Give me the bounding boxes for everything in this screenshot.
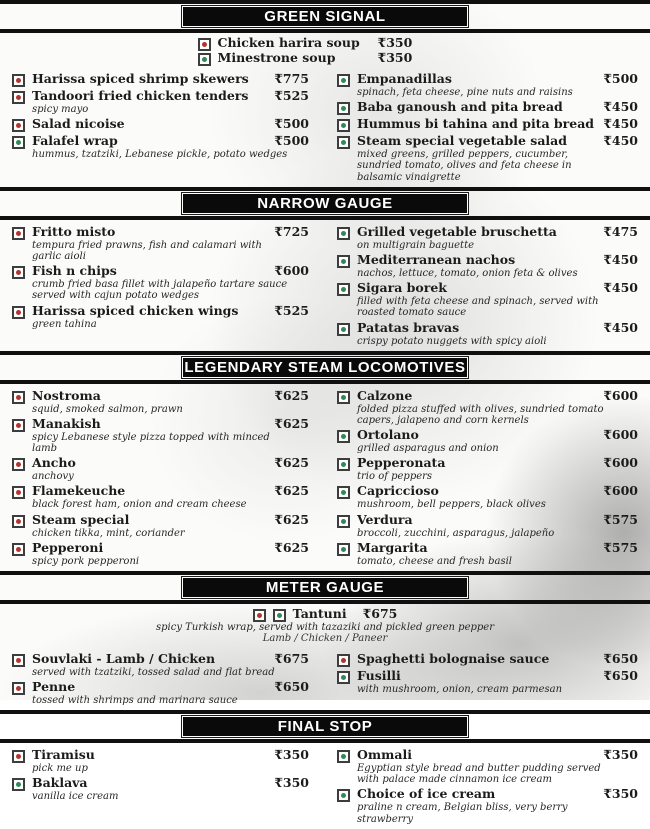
menu-item-row [337, 652, 638, 667]
menu-item-row [337, 484, 638, 499]
item-price: ₹600 [603, 427, 638, 443]
menu-item-row [337, 541, 638, 556]
menu-item-row [337, 669, 638, 684]
item-name: Spaghetti bolognaise sauce [357, 650, 550, 666]
item-name: Chicken harira soup [217, 35, 360, 50]
item-description: crispy potato nuggets with spicy aioli [357, 335, 547, 347]
menu-item-row [198, 36, 453, 51]
item-description: grilled asparagus and onion [357, 443, 499, 455]
menu-item [337, 117, 638, 132]
item-name: Souvlaki - Lamb / Chicken [32, 650, 216, 666]
item-description: spicy pork pepperoni [32, 555, 140, 567]
menu-item-row [337, 253, 638, 268]
veg-icon [12, 136, 25, 149]
veg-icon [337, 255, 350, 268]
menu-item [12, 89, 309, 115]
menu-item-row [12, 484, 309, 499]
section-columns [0, 220, 650, 351]
item-name: Fusilli [357, 667, 401, 683]
menu-item-row [337, 748, 638, 763]
item-price: ₹600 [274, 263, 309, 279]
section-legendary-steam-locomotives [0, 351, 650, 571]
nonveg-icon [12, 306, 25, 319]
veg-icon [337, 515, 350, 528]
item-description: broccoli, zucchini, asparagus, jalapeño [357, 527, 555, 539]
section-columns [0, 384, 650, 571]
item-price: ₹500 [603, 71, 638, 86]
item-name: Calzone [357, 387, 413, 403]
item-name: Sigara borek [357, 280, 447, 296]
veg-icon [337, 430, 350, 443]
menu-item [12, 134, 309, 160]
item-price: ₹625 [274, 387, 309, 403]
section-title: FINAL STOP [182, 716, 468, 737]
item-name: Steam special vegetable salad [357, 133, 568, 149]
menu-item [337, 652, 638, 667]
menu-item [12, 225, 309, 262]
item-description: with mushroom, onion, cream parmesan [357, 683, 563, 695]
menu-item [12, 417, 309, 454]
item-price: ₹350 [274, 775, 309, 791]
nonveg-icon [12, 458, 25, 471]
section-columns [0, 647, 650, 710]
menu-item-row [198, 51, 453, 66]
menu-item [337, 100, 638, 115]
item-price: ₹600 [603, 387, 638, 403]
item-price: ₹775 [274, 71, 309, 86]
menu-item-row [337, 281, 638, 296]
item-price: ₹500 [274, 133, 309, 149]
item-description: nachos, lettuce, tomato, onion feta & olives [357, 267, 578, 279]
item-price: ₹625 [274, 455, 309, 471]
veg-icon [12, 778, 25, 791]
item-price: ₹450 [603, 280, 638, 296]
section-title: NARROW GAUGE [182, 193, 468, 214]
section-green-signal [0, 0, 650, 187]
item-name: Choice of ice cream [357, 786, 496, 802]
menu-item-row [337, 513, 638, 528]
menu-item [198, 51, 453, 66]
section-header [0, 0, 650, 33]
menu-item [337, 541, 638, 567]
featured-items [0, 33, 650, 67]
menu-item-row [12, 513, 309, 528]
veg-icon [337, 283, 350, 296]
item-name: Falafel wrap [32, 133, 118, 149]
veg-icon [337, 543, 350, 556]
menu-item-row [337, 225, 638, 240]
menu-item-row [337, 456, 638, 471]
menu-item [198, 36, 453, 51]
menu-item-row [12, 304, 309, 319]
menu-item [12, 541, 309, 567]
item-price: ₹450 [603, 251, 638, 267]
menu-item [337, 281, 638, 318]
menu-item [337, 484, 638, 510]
menu-item-row [337, 321, 638, 336]
nonveg-icon [12, 74, 25, 87]
menu-item [337, 389, 638, 426]
menu-item [337, 253, 638, 279]
veg-icon [337, 102, 350, 115]
menu-item-row [337, 787, 638, 802]
menu-item-row [12, 134, 309, 149]
item-name: Ommali [357, 747, 412, 763]
menu-item [12, 484, 309, 510]
menu-item [337, 748, 638, 785]
item-name: Salad nicoise [32, 116, 125, 132]
item-description: spicy Turkish wrap, served with tazaziki and pickled green pepper [155, 622, 494, 633]
item-price: ₹450 [603, 319, 638, 335]
item-price: ₹650 [603, 667, 638, 683]
section-narrow-gauge [0, 187, 650, 351]
veg-icon [337, 391, 350, 404]
item-price: ₹475 [603, 223, 638, 239]
veg-icon [337, 227, 350, 240]
item-variants: Lamb / Chicken / Paneer [262, 633, 388, 645]
menu-item [337, 787, 638, 824]
item-name: Tandoori fried chicken tenders [32, 88, 249, 103]
veg-icon [337, 750, 350, 763]
item-price: ₹525 [274, 88, 309, 103]
item-name: Grilled vegetable bruschetta [357, 223, 557, 239]
item-price: ₹350 [603, 747, 638, 763]
item-name: Verdura [357, 511, 413, 527]
item-description: pick me up [32, 763, 88, 775]
menu-item [337, 669, 638, 695]
item-price: ₹675 [362, 606, 398, 621]
item-price: ₹650 [274, 678, 309, 694]
menu-item [12, 117, 309, 132]
menu-item [12, 389, 309, 415]
nonveg-icon [12, 119, 25, 132]
featured-items [0, 604, 650, 647]
item-description: squid, smoked salmon, prawn [32, 403, 183, 415]
item-name: Ancho [32, 455, 76, 471]
right-column [325, 71, 638, 185]
menu-item [337, 456, 638, 482]
menu-item-row [12, 264, 309, 279]
section-title: GREEN SIGNAL [182, 6, 468, 27]
item-price: ₹725 [274, 223, 309, 239]
menu-item [12, 456, 309, 482]
item-description: mixed greens, grilled peppers, cucumber, sundried tomato, olives and feta cheese in balsamic vinaigrette [357, 149, 572, 183]
item-description: anchovy [32, 471, 74, 483]
item-description: tossed with shrimps and marinara sauce [32, 694, 238, 706]
item-name: Minestrone soup [217, 50, 336, 65]
item-price: ₹575 [603, 511, 638, 527]
item-price: ₹625 [274, 483, 309, 499]
item-description: filled with feta cheese and spinach, served with roasted tomato sauce [357, 296, 599, 319]
left-column [12, 388, 325, 569]
nonveg-icon [198, 38, 211, 51]
nonveg-icon [12, 227, 25, 240]
section-header [0, 710, 650, 743]
menu-item [12, 72, 309, 87]
item-description: tempura fried prawns, fish and calamari with garlic aioli [32, 239, 262, 262]
item-price: ₹600 [603, 455, 638, 471]
menu-item [337, 428, 638, 454]
nonveg-icon [12, 91, 25, 104]
item-price: ₹350 [377, 50, 413, 65]
item-price: ₹350 [603, 786, 638, 802]
veg-icon [337, 789, 350, 802]
item-price: ₹525 [274, 302, 309, 318]
menu-item-row [337, 389, 638, 404]
right-column [325, 388, 638, 569]
item-price: ₹575 [603, 539, 638, 555]
menu-item-row [337, 428, 638, 443]
menu-item [337, 72, 638, 98]
nonveg-icon [12, 654, 25, 667]
item-description: crumb fried basa fillet with jalapeño tartare sauce served with cajun potato wedges [32, 279, 288, 302]
nonveg-icon [12, 682, 25, 695]
nonveg-icon [12, 419, 25, 432]
item-price: ₹625 [274, 539, 309, 555]
section-meter-gauge [0, 571, 650, 710]
veg-icon [337, 136, 350, 149]
section-columns [0, 67, 650, 187]
right-column [325, 224, 638, 349]
item-description: folded pizza stuffed with olives, sundried tomato capers, jalapeno and corn kernels [357, 403, 604, 426]
item-price: ₹450 [603, 99, 638, 115]
left-column [12, 747, 325, 827]
item-price: ₹450 [603, 133, 638, 149]
nonveg-icon [12, 750, 25, 763]
veg-icon [337, 119, 350, 132]
veg-icon [337, 323, 350, 336]
item-name: Fish n chips [32, 263, 117, 279]
item-name: Patatas bravas [357, 319, 460, 335]
menu-item-row [337, 134, 638, 149]
item-name: Baba ganoush and pita bread [357, 99, 563, 115]
menu-item-row [0, 607, 650, 622]
menu-item [12, 748, 309, 774]
item-description: mushroom, bell peppers, black olives [357, 499, 546, 511]
item-price: ₹600 [603, 483, 638, 499]
item-name: Manakish [32, 415, 101, 431]
item-description: trio of peppers [357, 471, 433, 483]
item-name: Penne [32, 678, 76, 694]
item-description: on multigrain baguette [357, 239, 475, 251]
menu-item [12, 513, 309, 539]
veg-icon [273, 609, 286, 622]
left-column [12, 224, 325, 349]
item-price: ₹625 [274, 511, 309, 527]
menu-item-row [12, 117, 309, 132]
nonveg-icon [12, 486, 25, 499]
item-description: spicy Lebanese style pizza topped with minced lamb [32, 431, 270, 455]
section-final-stop [0, 710, 650, 829]
item-description: vanilla ice cream [32, 791, 119, 803]
menu-item [12, 652, 309, 678]
item-description: green tahina [32, 318, 97, 330]
left-column [12, 651, 325, 708]
section-header [0, 187, 650, 220]
nonveg-icon [337, 654, 350, 667]
nonveg-icon [12, 266, 25, 279]
veg-icon [337, 458, 350, 471]
menu-item-row [337, 117, 638, 132]
veg-icon [337, 486, 350, 499]
nonveg-icon [12, 391, 25, 404]
menu-item-row [12, 680, 309, 695]
menu-item-row [12, 456, 309, 471]
menu-item-row [12, 748, 309, 763]
section-columns [0, 743, 650, 829]
menu-item [0, 607, 650, 646]
item-name: Hummus bi tahina and pita bread [357, 116, 595, 132]
nonveg-icon [12, 515, 25, 528]
menu-item-row [12, 89, 309, 104]
item-description: hummus, tzatziki, Lebanese pickle, potato wedges [32, 149, 288, 161]
item-name: Tantuni [292, 606, 347, 621]
item-name: Baklava [32, 775, 88, 791]
left-column [12, 71, 325, 185]
menu-item-row [12, 417, 309, 432]
menu-item-row [12, 652, 309, 667]
section-title: METER GAUGE [182, 577, 468, 598]
item-price: ₹650 [603, 650, 638, 666]
item-name: Fritto misto [32, 223, 116, 239]
item-name: Steam special [32, 511, 130, 527]
menu-item-row [12, 776, 309, 791]
item-name: Pepperoni [32, 539, 104, 555]
item-name: Pepperonata [357, 455, 446, 471]
item-name: Capriccioso [357, 483, 439, 499]
menu-item [12, 680, 309, 706]
right-column [325, 651, 638, 708]
menu-item-row [12, 72, 309, 87]
item-name: Nostroma [32, 387, 101, 403]
right-column [325, 747, 638, 827]
item-name: Empanadillas [357, 71, 452, 86]
menu-item [12, 264, 309, 301]
menu-item-row [12, 389, 309, 404]
item-description: spicy mayo [32, 104, 89, 115]
item-price: ₹350 [274, 747, 309, 763]
veg-icon [198, 53, 211, 66]
section-header [0, 571, 650, 604]
menu-item [337, 225, 638, 251]
veg-icon [337, 74, 350, 87]
veg-icon [337, 671, 350, 684]
item-name: Harissa spiced chicken wings [32, 302, 239, 318]
item-name: Harissa spiced shrimp skewers [32, 71, 249, 86]
menu-item [337, 513, 638, 539]
item-description: served with tzatziki, tossed salad and flat bread [32, 666, 275, 678]
item-description: Egyptian style bread and butter pudding served with palace made cinnamon ice cream [357, 763, 601, 786]
item-name: Tiramisu [32, 747, 95, 763]
item-price: ₹625 [274, 415, 309, 431]
item-description: spinach, feta cheese, pine nuts and raisins [357, 87, 573, 98]
menu-item [337, 321, 638, 347]
item-price: ₹450 [603, 116, 638, 132]
item-name: Ortolano [357, 427, 419, 443]
menu-item [12, 776, 309, 802]
section-title: LEGENDARY STEAM LOCOMOTIVES [182, 357, 468, 378]
item-description: chicken tikka, mint, coriander [32, 527, 185, 539]
item-price: ₹675 [274, 650, 309, 666]
item-name: Margarita [357, 539, 428, 555]
item-description: praline n cream, Belgian bliss, very berry strawberry [357, 802, 568, 825]
item-price: ₹350 [377, 35, 413, 50]
nonveg-icon [12, 543, 25, 556]
item-description: tomato, cheese and fresh basil [357, 555, 513, 567]
menu-item-row [337, 72, 638, 87]
menu-item-row [12, 541, 309, 556]
menu-item-row [12, 225, 309, 240]
nonveg-icon [253, 609, 266, 622]
section-header [0, 351, 650, 384]
item-price: ₹500 [274, 116, 309, 132]
menu-item [337, 134, 638, 183]
menu-item [12, 304, 309, 330]
item-description: black forest ham, onion and cream cheese [32, 499, 247, 511]
item-name: Mediterranean nachos [357, 251, 516, 267]
item-name: Flamekeuche [32, 483, 126, 499]
menu-item-row [337, 100, 638, 115]
